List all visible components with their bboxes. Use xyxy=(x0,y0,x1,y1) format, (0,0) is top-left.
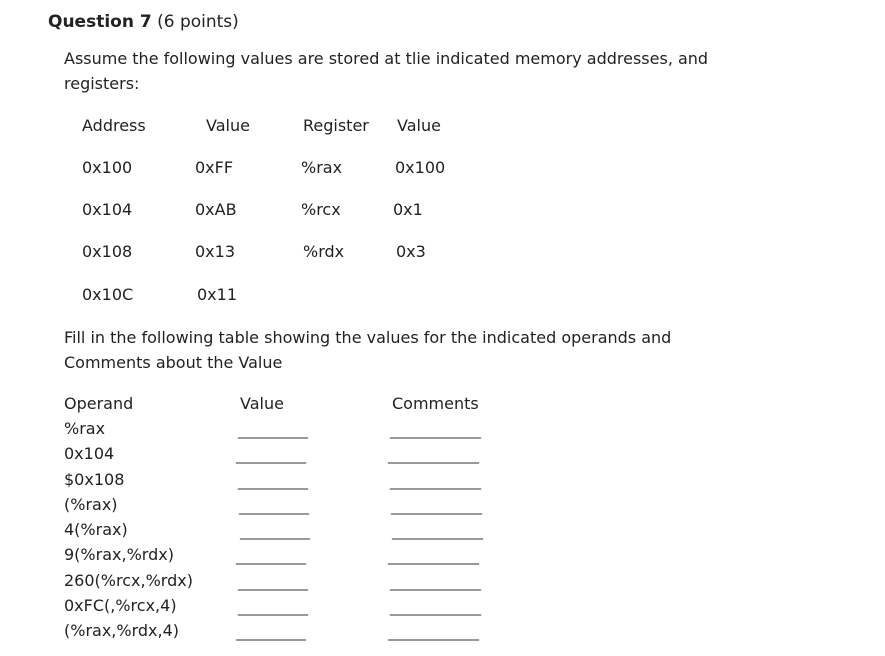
operand-cell: 4(%rax) xyxy=(64,520,128,539)
operand-cell: (%rax,%rdx,4) xyxy=(64,621,180,640)
memory-address-cell: 0x10C xyxy=(82,285,134,304)
operand-comments-header: Comments xyxy=(392,394,479,413)
comment-answer-blank: _____________ xyxy=(388,625,479,641)
register-value-cell: 0x100 xyxy=(395,158,446,177)
operand-cell: 260(%rcx,%rdx) xyxy=(64,571,193,590)
register-name-cell: %rax xyxy=(301,158,343,177)
register-value-cell: 0x3 xyxy=(396,242,426,261)
register-name-cell: %rdx xyxy=(303,242,345,261)
intro-line-2: registers: xyxy=(64,74,140,93)
operand-cell: 9(%rax,%rdx) xyxy=(64,545,174,564)
memory-header-value: Value xyxy=(206,116,250,135)
memory-address-cell: 0x100 xyxy=(82,158,133,177)
memory-value-cell: 0xFF xyxy=(195,158,234,177)
memory-value-cell: 0xAB xyxy=(195,200,237,219)
comment-answer-blank: _____________ xyxy=(390,423,481,439)
value-answer-blank: __________ xyxy=(236,448,306,464)
instructions-paragraph xyxy=(64,325,671,375)
instructions-line-2: Comments about the Value xyxy=(64,353,283,372)
memory-value-cell: 0x13 xyxy=(195,242,236,261)
intro-paragraph xyxy=(64,46,708,96)
value-answer-blank: __________ xyxy=(238,575,308,591)
operand-value-header: Value xyxy=(240,394,284,413)
operand-cell: 0x104 xyxy=(64,444,115,463)
comment-answer-blank: _____________ xyxy=(392,524,483,540)
value-answer-blank: __________ xyxy=(238,600,308,616)
value-answer-blank: __________ xyxy=(238,423,308,439)
value-answer-blank: __________ xyxy=(236,625,306,641)
value-answer-blank: __________ xyxy=(239,499,309,515)
question-points: (6 points) xyxy=(157,12,239,32)
operand-header: Operand xyxy=(64,394,134,413)
operand-cell: (%rax) xyxy=(64,495,118,514)
memory-header-address: Address xyxy=(82,116,146,135)
register-header-register: Register xyxy=(303,116,369,135)
comment-answer-blank: _____________ xyxy=(391,499,482,515)
operand-cell: $0x108 xyxy=(64,470,125,489)
memory-address-cell: 0x104 xyxy=(82,200,133,219)
register-name-cell: %rcx xyxy=(301,200,341,219)
question-title: Question 7 xyxy=(48,12,152,32)
value-answer-blank: __________ xyxy=(238,474,308,490)
comment-answer-blank: _____________ xyxy=(388,549,479,565)
comment-answer-blank: _____________ xyxy=(388,448,479,464)
register-value-cell: 0x1 xyxy=(393,200,423,219)
question-header xyxy=(48,12,239,32)
operand-cell: 0xFC(,%rcx,4) xyxy=(64,596,177,615)
comment-answer-blank: _____________ xyxy=(390,575,481,591)
register-header-value: Value xyxy=(397,116,441,135)
value-answer-blank: __________ xyxy=(236,549,306,565)
instructions-line-1: Fill in the following table showing the values for the indicated operands and xyxy=(64,328,672,347)
memory-value-cell: 0x11 xyxy=(197,285,238,304)
comment-answer-blank: _____________ xyxy=(390,600,481,616)
intro-line-1: Assume the following values are stored at tlie indicated memory addresses, and xyxy=(64,49,709,68)
comment-answer-blank: _____________ xyxy=(390,474,481,490)
memory-address-cell: 0x108 xyxy=(82,242,133,261)
operand-cell: %rax xyxy=(64,419,106,438)
value-answer-blank: __________ xyxy=(240,524,310,540)
